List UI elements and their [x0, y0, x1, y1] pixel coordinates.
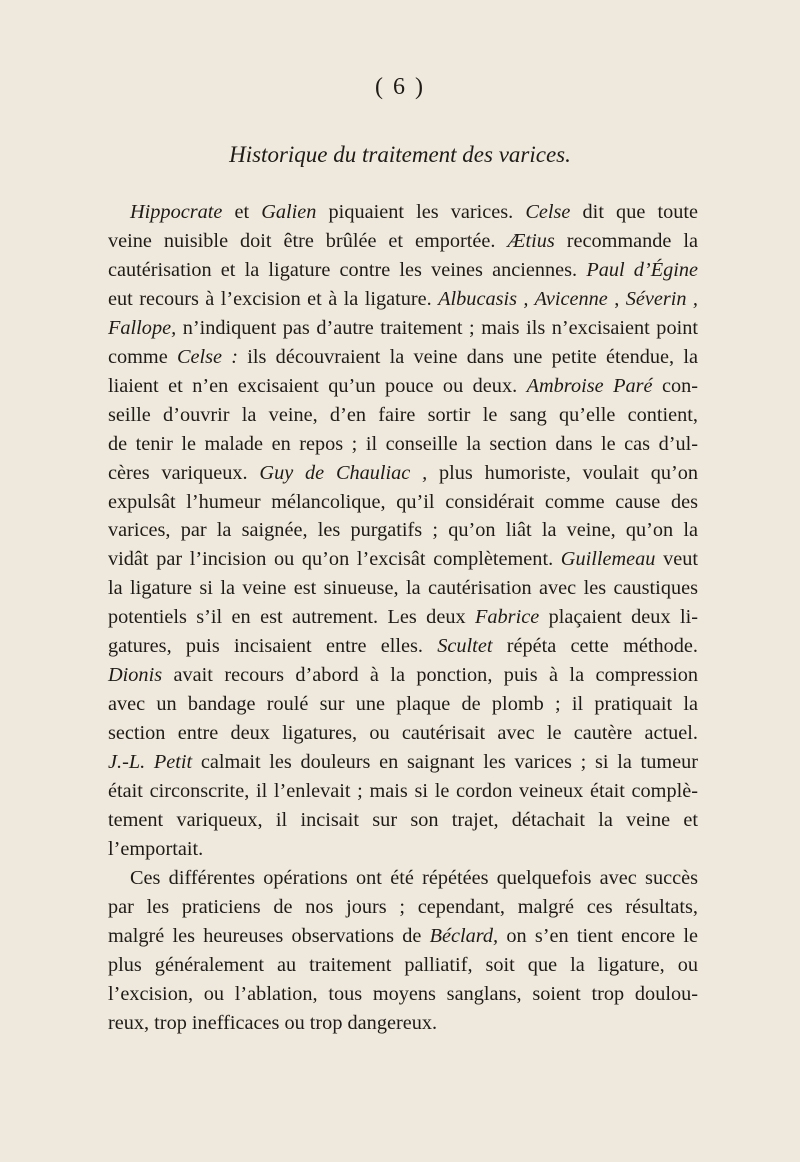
section-heading: Historique du traitement des varices. — [229, 142, 571, 167]
italic-name: Séverin , — [625, 287, 698, 310]
text-line — [108, 285, 698, 314]
text-run: était circonscrite, il l’enlevait ; mais si le cordon veineux était complè- — [108, 780, 698, 803]
italic-name: Ambroise Paré — [526, 374, 653, 397]
text-line — [108, 951, 698, 980]
text-run: plus généralement au traitement palliatif, soit que la ligature, ou — [108, 953, 698, 976]
text-line — [108, 516, 698, 545]
italic-name: Fabrice — [475, 606, 540, 629]
body-text — [108, 198, 698, 1038]
text-line — [108, 459, 698, 488]
text-run: section entre deux ligatures, ou cautérisait avec le cautère actuel. — [108, 722, 698, 745]
text-line — [108, 864, 698, 893]
text-run: veine nuisible doit être brûlée et emportée. — [108, 229, 508, 252]
text-line — [108, 719, 698, 748]
text-run: recommande la — [554, 229, 698, 252]
page-number: ( 6 ) — [375, 74, 425, 100]
text-line — [108, 430, 698, 459]
text-run: de tenir le malade en repos ; il conseille la section dans le cas d’ul- — [108, 432, 698, 455]
text-line — [108, 372, 698, 401]
italic-name: J.-L. Petit — [108, 751, 193, 774]
text-line — [108, 922, 698, 951]
text-run: eut recours à l’excision et à la ligature. — [108, 287, 439, 310]
text-line — [108, 198, 698, 227]
italic-name: Celse — [525, 201, 571, 223]
text-line — [108, 343, 698, 372]
text-line — [108, 980, 698, 1009]
text-line — [108, 835, 698, 864]
text-run: expulsât l’humeur mélancolique, qu’il considérait comme cause des — [108, 490, 698, 513]
text-run: , — [607, 287, 626, 310]
text-run: reux, trop inefficaces ou trop dangereux. — [108, 1011, 438, 1034]
text-line — [108, 690, 698, 719]
text-line — [108, 661, 698, 690]
text-run: cautérisation et la ligature contre les veines anciennes. — [108, 258, 587, 281]
italic-name: Guy de Chauliac , — [259, 461, 428, 484]
text-run: liaient et n’en excisaient qu’un pouce ou deux. — [108, 374, 527, 397]
paragraph — [108, 198, 698, 864]
italic-name: Fallope, — [108, 316, 177, 339]
italic-name: Hippocrate — [130, 201, 223, 223]
italic-name: Ætius — [507, 229, 555, 252]
text-run: calmait les douleurs en saignant les varices ; si la tumeur — [192, 751, 698, 774]
text-run: varices, par la saignée, les purgatifs ; qu’on liât la veine, qu’on la — [108, 519, 698, 542]
text-run: l’emportait. — [108, 837, 204, 860]
italic-name: Dionis — [108, 664, 163, 687]
text-line — [108, 1009, 698, 1038]
text-run: avec un bandage roulé sur une plaque de plomb ; il pratiquait la — [108, 693, 698, 716]
text-run: plus humoriste, voulait qu’on — [427, 461, 699, 484]
text-run: ils découvraient la veine dans une petite étendue, la — [238, 345, 698, 368]
text-line — [108, 227, 698, 256]
italic-name: Guillemeau — [560, 548, 656, 571]
text-run: gatures, puis incisaient entre elles. — [108, 635, 438, 658]
text-line — [108, 401, 698, 430]
text-run: n’indiquent pas d’autre traitement ; mais ils n’excisaient point — [176, 316, 698, 339]
text-line — [108, 545, 698, 574]
text-line — [108, 748, 698, 777]
text-run: plaçaient deux li- — [539, 606, 698, 629]
text-run: vidât par l’incision ou qu’on l’excisât complètement. — [108, 548, 561, 571]
italic-name: Galien — [261, 201, 317, 223]
text-line — [108, 256, 698, 285]
italic-name: Scultet — [437, 635, 493, 658]
text-line — [108, 603, 698, 632]
text-run: la ligature si la veine est sinueuse, la cautérisation avec les caustiques — [108, 577, 698, 600]
text-run: et — [222, 201, 262, 223]
text-run: cères variqueux. — [108, 461, 260, 484]
text-run: avait recours d’abord à la ponction, puis à la compression — [162, 664, 698, 687]
text-line — [108, 314, 698, 343]
text-run: comme — [108, 345, 177, 368]
italic-name: Paul d’Égine — [586, 258, 698, 281]
text-run: dit que toute — [570, 201, 699, 223]
text-line — [108, 632, 698, 661]
paragraph — [108, 864, 698, 1038]
text-line — [108, 777, 698, 806]
text-run: malgré les heureuses observations de — [108, 924, 430, 947]
italic-name: Celse : — [176, 345, 239, 368]
text-run: seille d’ouvrir la veine, d’en faire sortir le sang qu’elle contient, — [108, 403, 698, 426]
text-line — [108, 488, 698, 517]
text-run: on s’en tient encore le — [498, 924, 698, 947]
text-run: piquaient les varices. — [316, 201, 526, 223]
text-line — [108, 574, 698, 603]
text-line — [108, 893, 698, 922]
text-run: tement variqueux, il incisait sur son trajet, détachait la veine et — [108, 809, 698, 832]
text-run: l’excision, ou l’ablation, tous moyens sanglans, soient trop doulou- — [108, 982, 698, 1005]
text-run: potentiels s’il en est autrement. Les deux — [108, 606, 475, 629]
text-line — [108, 806, 698, 835]
text-run: veut — [655, 548, 698, 571]
text-run: répéta cette méthode. — [492, 635, 698, 658]
text-run: con- — [652, 374, 698, 397]
italic-name: Béclard, — [429, 924, 499, 947]
text-run: par les praticiens de nos jours ; cependant, malgré ces résultats, — [108, 895, 698, 918]
italic-name: Albucasis , Avicenne — [438, 287, 608, 310]
text-run: Ces différentes opérations ont été répétées quelquefois avec succès — [130, 866, 698, 889]
